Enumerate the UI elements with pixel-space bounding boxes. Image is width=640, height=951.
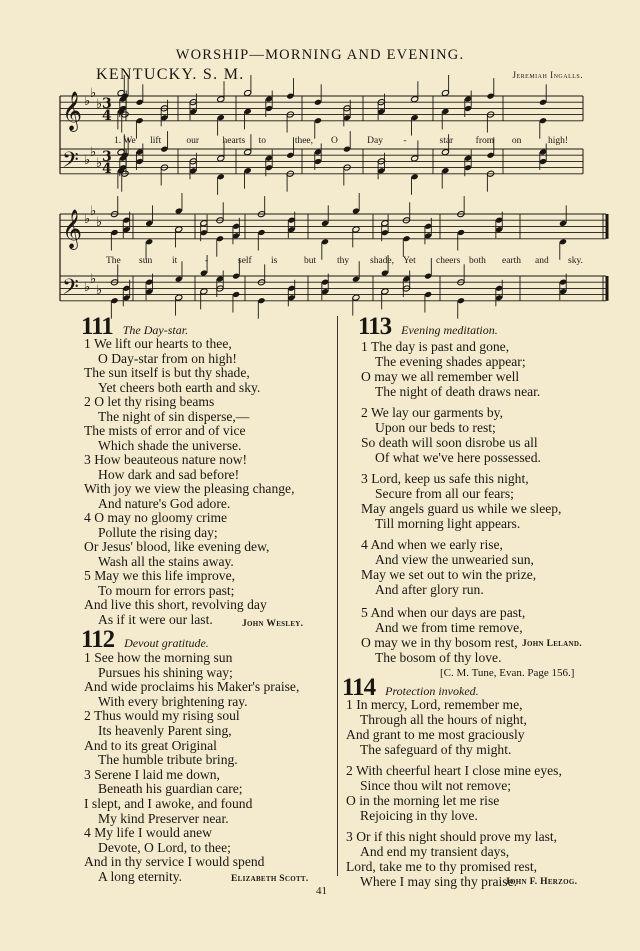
lyric-syllable: high! (548, 136, 569, 146)
lyric-syllable: sky. (568, 256, 583, 266)
hymn-113-heading (358, 313, 498, 341)
verse-line: The bosom of thy love. (375, 650, 502, 665)
lyric-syllable: The (106, 256, 121, 266)
verse-line: My kind Preserver near. (98, 810, 229, 826)
verse-line: The night of death draws near. (375, 384, 541, 399)
lyric-syllable: hearts (222, 136, 246, 146)
page-number: 41 (316, 885, 327, 897)
flat-icon: ♭ (96, 215, 103, 230)
bass-clef-icon: 𝄢 (62, 275, 79, 305)
verse-line: Its heavenly Parent sing, (98, 723, 232, 738)
verse-line: 4 My life I would anew (84, 825, 212, 841)
verse-line: The safeguard of thy might. (360, 742, 512, 757)
verse-line: Lord, take me to thy promised rest, (346, 859, 538, 874)
verse-line: To mourn for errors past; (98, 582, 235, 598)
verse-line: The humble tribute bring. (98, 752, 238, 768)
verse-line: 2 Thus would my rising soul (84, 708, 240, 724)
verse-line: The evening shades appear; (375, 354, 526, 369)
flat-icon: ♭ (96, 97, 103, 112)
lyric-syllable: earth (502, 256, 521, 266)
verse-line: 5 And when our days are past, (361, 605, 526, 620)
verse-line: 2 We lay our garments by, (361, 405, 503, 420)
hymn-subtitle: The Day-star. (122, 323, 189, 337)
page-title: WORSHIP—MORNING AND EVENING. (175, 47, 465, 63)
time-signature-bottom: 4 (102, 108, 112, 124)
lyric-syllable: to (258, 136, 267, 146)
verse-line: And view the unwearied sun, (375, 552, 534, 567)
lyric-syllable: 1. We (114, 136, 136, 146)
lyric-syllable: our (186, 136, 199, 146)
time-signature-top: 3 (102, 96, 112, 112)
hymn-112-author: Elizabeth Scott. (231, 874, 309, 884)
verse-line: 4 O may no gloomy crime (84, 510, 228, 525)
lyric-syllable: self (238, 256, 252, 266)
lyric-syllable: on (511, 136, 522, 146)
verse-line: 3 Lord, keep us safe this night, (361, 471, 529, 486)
flat-icon: ♭ (84, 212, 91, 227)
verse-line: Or Jesus' blood, like evening dew, (84, 539, 270, 554)
verse-line: With every brightening ray. (98, 693, 248, 709)
hymn-subtitle: Protection invoked. (385, 684, 479, 698)
hymn-number: 113 (358, 313, 392, 340)
lyric-syllable: - (403, 136, 407, 146)
verse-line: I slept, and I awoke, and found (84, 796, 253, 811)
lyric-syllable: O (331, 136, 338, 146)
lyric-syllable: - (205, 256, 209, 266)
verse-line: May angels guard us while we sleep, (361, 501, 562, 516)
verse-line: Through all the hours of night, (360, 712, 527, 727)
verse-line: 1 See how the morning sun (84, 650, 233, 665)
verse-line: 3 Or if this night should prove my last, (346, 829, 558, 844)
verse-line: And end my transient days, (360, 844, 510, 859)
flat-icon: ♭ (84, 153, 91, 168)
music-score (0, 0, 640, 320)
verse-line: May we set out to win the prize, (361, 567, 537, 582)
lyric-syllable: it (172, 256, 178, 266)
verse-line: As if it were our last. (98, 611, 213, 627)
hymn-114-tune-reference: [C. M. Tune, Evan. Page 156.] (440, 667, 575, 679)
lyric-syllable: is (271, 256, 278, 266)
time-signature-bottom: 4 (102, 161, 112, 177)
verse-line: O may we in thy bosom rest, (361, 635, 518, 650)
flat-icon: ♭ (90, 86, 97, 101)
lyric-syllable: but (304, 256, 317, 266)
verse-line: The night of sin disperse,— (98, 408, 250, 424)
verse-line: And wide proclaims his Maker's praise, (84, 679, 300, 695)
bass-clef-icon: 𝄢 (62, 148, 79, 178)
verse-line: And to its great Original (84, 737, 217, 753)
verse-line: Of what we've here possessed. (375, 450, 541, 465)
verse-line: And in thy service I would spend (84, 854, 265, 870)
lyric-syllable: Yet (403, 256, 416, 266)
verse-line: With joy we view the pleasing change, (84, 481, 295, 496)
flat-icon: ♭ (90, 204, 97, 219)
flat-icon: ♭ (84, 94, 91, 109)
treble-clef-icon: 𝄞 (62, 91, 83, 131)
flat-icon: ♭ (96, 156, 103, 171)
verse-line: O Day-star from on high! (98, 350, 237, 366)
lyric-syllable: and (535, 256, 549, 266)
hymn-number: 111 (81, 313, 113, 340)
lyric-syllable: thy (337, 256, 350, 266)
verse-line: And after glory run. (375, 582, 484, 597)
hymn-number: 112 (81, 626, 115, 653)
lyric-syllable: from (475, 136, 495, 146)
flat-icon: ♭ (90, 272, 97, 287)
verse-line: Wash all the stains away. (98, 553, 234, 569)
hymn-113-author: John Leland. (522, 639, 582, 649)
verse-line: Upon our beds to rest; (375, 420, 496, 435)
lyric-syllable: Day (367, 136, 383, 146)
verse-line: The sun itself is but thy shade, (84, 365, 250, 380)
verse-line: 5 May we this life improve, (84, 568, 236, 583)
lyric-syllable: thee, (294, 136, 314, 146)
verse-line: 4 And when we early rise, (361, 537, 503, 552)
flat-icon: ♭ (96, 283, 103, 298)
lyric-syllable: sun (139, 256, 153, 266)
verse-line: 3 How beauteous nature now! (84, 452, 248, 467)
verse-line: Since thou wilt not remove; (360, 778, 512, 793)
verse-line: Till morning light appears. (375, 516, 521, 531)
treble-clef-icon: 𝄞 (62, 209, 83, 249)
verse-line: Pursues his shining way; (98, 664, 233, 680)
verse-line: And live this short, revolving day (84, 597, 267, 612)
verse-line: Devote, O Lord, to thee; (98, 839, 231, 855)
verse-line: The mists of error and of vice (84, 423, 246, 438)
lyric-syllable: shade, (370, 256, 395, 266)
verse-line: So death will soon disrobe us all (361, 435, 538, 450)
verse-line: O in the morning let me rise (346, 793, 500, 808)
verse-line: A long eternity. (98, 869, 183, 884)
tune-composer: Jeremiah Ingalls. (512, 70, 583, 80)
verse-line: Yet cheers both earth and sky. (98, 379, 261, 395)
verse-line: 3 Serene I laid me down, (84, 766, 220, 782)
hymn-111-author: John Wesley. (242, 619, 304, 629)
verse-line: 2 O let thy rising beams (84, 394, 215, 409)
verse-line: Pollute the rising day; (98, 524, 218, 540)
verse-line: Where I may sing thy praise. (360, 874, 518, 889)
hymn-subtitle: Evening meditation. (401, 323, 498, 337)
lyric-syllable: both (469, 256, 486, 266)
column-divider (337, 316, 338, 876)
tune-name: KENTUCKY. S. M. (96, 66, 245, 83)
hymn-subtitle: Devout gratitude. (124, 636, 209, 650)
verse-line: Which shade the universe. (98, 437, 242, 453)
verse-line: Beneath his guardian care; (98, 781, 243, 797)
flat-icon: ♭ (84, 280, 91, 295)
verse-line: How dark and sad before! (98, 466, 240, 482)
lyric-syllable: cheers (436, 256, 461, 266)
verse-line: 1 We lift our hearts to thee, (84, 336, 232, 351)
verse-line: 1 In mercy, Lord, remember me, (346, 697, 523, 712)
lyric-syllable: star (439, 136, 454, 146)
time-signature-top: 3 (102, 149, 112, 165)
verse-line: Rejoicing in thy love. (360, 808, 478, 823)
flat-icon: ♭ (90, 145, 97, 160)
verse-line: O may we all remember well (361, 369, 520, 384)
lyric-syllable: lift (150, 136, 162, 146)
verse-line: Secure from all our fears; (375, 486, 514, 501)
verse-line: And grant to me most graciously (346, 727, 525, 742)
hymn-number: 114 (342, 674, 376, 701)
verse-line: 2 With cheerful heart I close mine eyes, (346, 763, 562, 778)
verse-line: And nature's God adore. (98, 495, 231, 511)
hymn-114-author: John F. Herzog. (505, 877, 578, 887)
verse-line: 1 The day is past and gone, (361, 339, 510, 354)
verse-line: And we from time remove, (375, 620, 523, 635)
